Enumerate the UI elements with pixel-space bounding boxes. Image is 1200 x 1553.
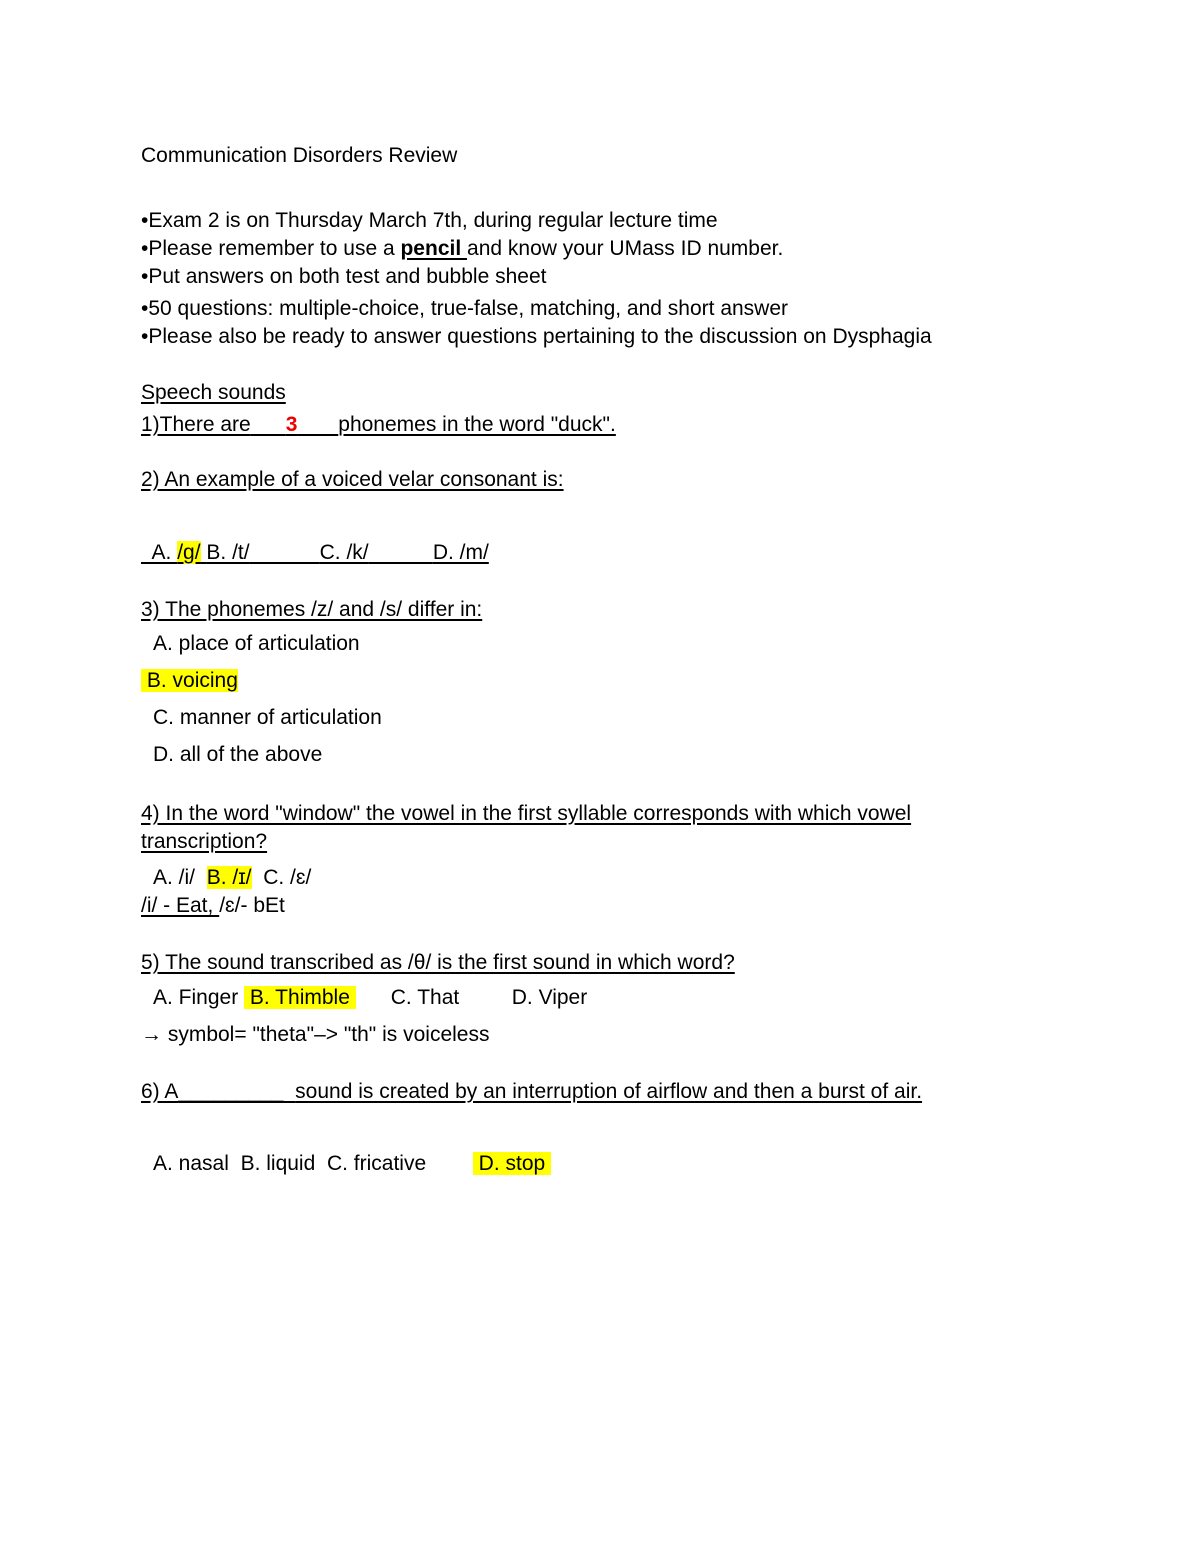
- question-5-note: → symbol= "theta"–> "th" is voiceless: [141, 1023, 490, 1046]
- question-2: 2) An example of a voiced velar consonant is:: [141, 468, 564, 491]
- question-5-options: A. Finger B. Thimble C. That D. Viper: [153, 986, 588, 1009]
- question-4-line-2: transcription?: [141, 830, 268, 853]
- question-4-options: A. /i/ B. /ɪ/ C. /ɛ/: [153, 866, 312, 889]
- question-4-answer: B. /ɪ/: [206, 866, 252, 889]
- info-line-2: •Please remember to use a pencil and know your UMass ID number.: [141, 237, 784, 260]
- info-line-1: •Exam 2 is on Thursday March 7th, during regular lecture time: [141, 209, 718, 232]
- question-2-options: A. /g/ B. /t/ C. /k/ D. /m/: [151, 541, 489, 564]
- info-line-5: •Please also be ready to answer questions pertaining to the discussion on Dysphagia: [141, 325, 932, 348]
- question-5: 5) The sound transcribed as /θ/ is the first sound in which word?: [141, 951, 735, 974]
- pencil-emphasis: pencil: [400, 237, 468, 260]
- question-4-line-1: 4) In the word "window" the vowel in the first syllable corresponds with which vowel: [141, 802, 912, 825]
- section-heading: Speech sounds: [141, 381, 286, 404]
- info-line-3: •Put answers on both test and bubble sheet: [141, 265, 547, 288]
- question-3-option-c: C. manner of articulation: [153, 706, 382, 729]
- question-5-answer: B. Thimble: [244, 986, 356, 1009]
- question-4-note: /i/ - Eat, /ɛ/- bEt: [141, 894, 285, 917]
- question-6-options: A. nasal B. liquid C. fricative D. stop: [153, 1151, 551, 1177]
- question-1-answer: 3: [285, 413, 298, 436]
- question-1: 1)There are 3 phonemes in the word "duck".: [141, 413, 616, 436]
- question-2-answer: /g/: [177, 541, 201, 564]
- document-title: Communication Disorders Review: [141, 144, 458, 167]
- info-line-4: •50 questions: multiple-choice, true-false, matching, and short answer: [141, 297, 789, 320]
- question-6: 6) A_________ sound is created by an interruption of airflow and then a burst of air.: [141, 1080, 923, 1103]
- question-6-blank: _________: [178, 1080, 284, 1103]
- question-3-answer: B. voicing: [141, 669, 238, 692]
- question-6-answer: D. stop: [473, 1152, 551, 1175]
- question-3-option-d: D. all of the above: [153, 743, 323, 766]
- question-3-option-a: A. place of articulation: [153, 632, 360, 655]
- question-3: 3) The phonemes /z/ and /s/ differ in:: [141, 598, 483, 621]
- question-3-option-b: [141, 668, 238, 694]
